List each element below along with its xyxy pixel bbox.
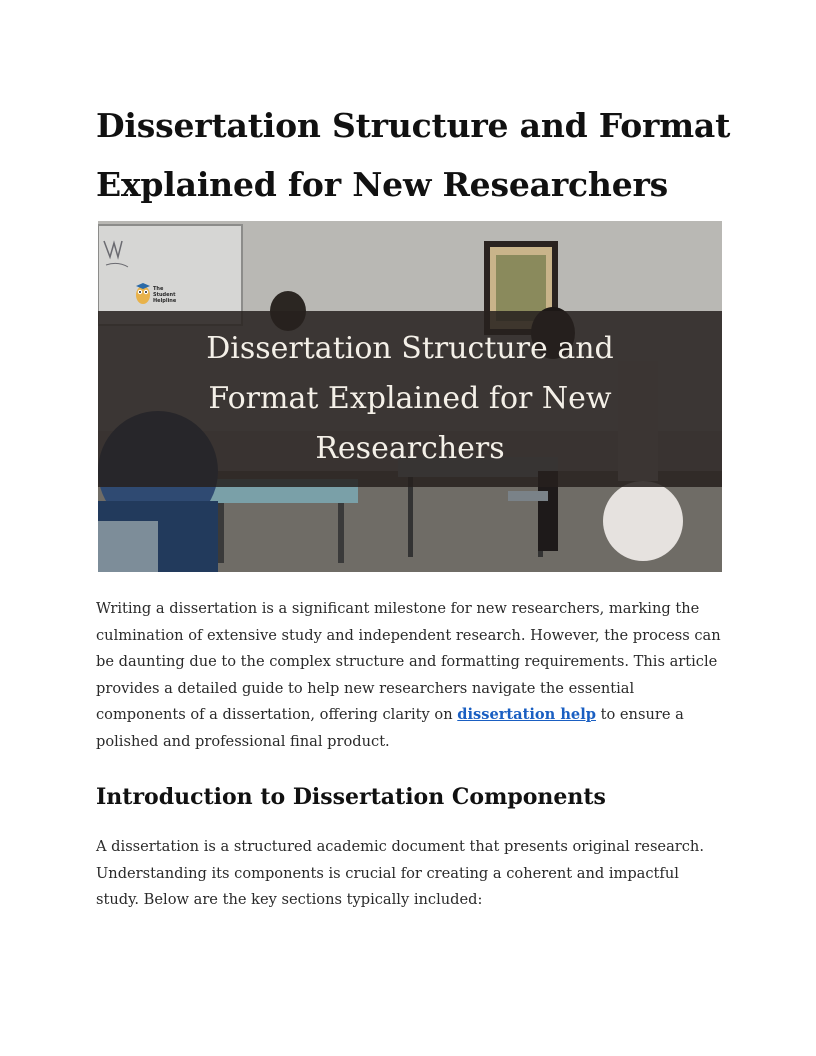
logo-label: The Student Helpline: [153, 286, 177, 304]
owl-icon: [134, 283, 152, 305]
section-paragraph: A dissertation is a structured academic document that presents original research. Understanding its components is crucial for creating a coherent and impactful study. Below are the key sections typically included:: [96, 838, 704, 908]
section-heading: Introduction to Dissertation Components: [96, 784, 606, 810]
dissertation-help-link[interactable]: dissertation help: [457, 706, 596, 723]
intro-text-start: Writing a dissertation is a significant milestone for new researchers, marking the culmination of extensive study and independent research. However, the process can be daunting due to the complex structure and formatting requirements. This article provides a detailed guide to help new researchers navigate the essential components of a dissertation, offering clarity on: [96, 600, 721, 723]
hero-image: [98, 221, 722, 572]
intro-text-end: to ensure a polished and professional final product.: [96, 706, 684, 750]
page-title: Dissertation Structure and Format Explained for New Researchers: [96, 106, 731, 204]
hero-overlay-title: Dissertation Structure and Format Explained for New Researchers: [206, 331, 614, 466]
intro-paragraph: [96, 596, 726, 755]
